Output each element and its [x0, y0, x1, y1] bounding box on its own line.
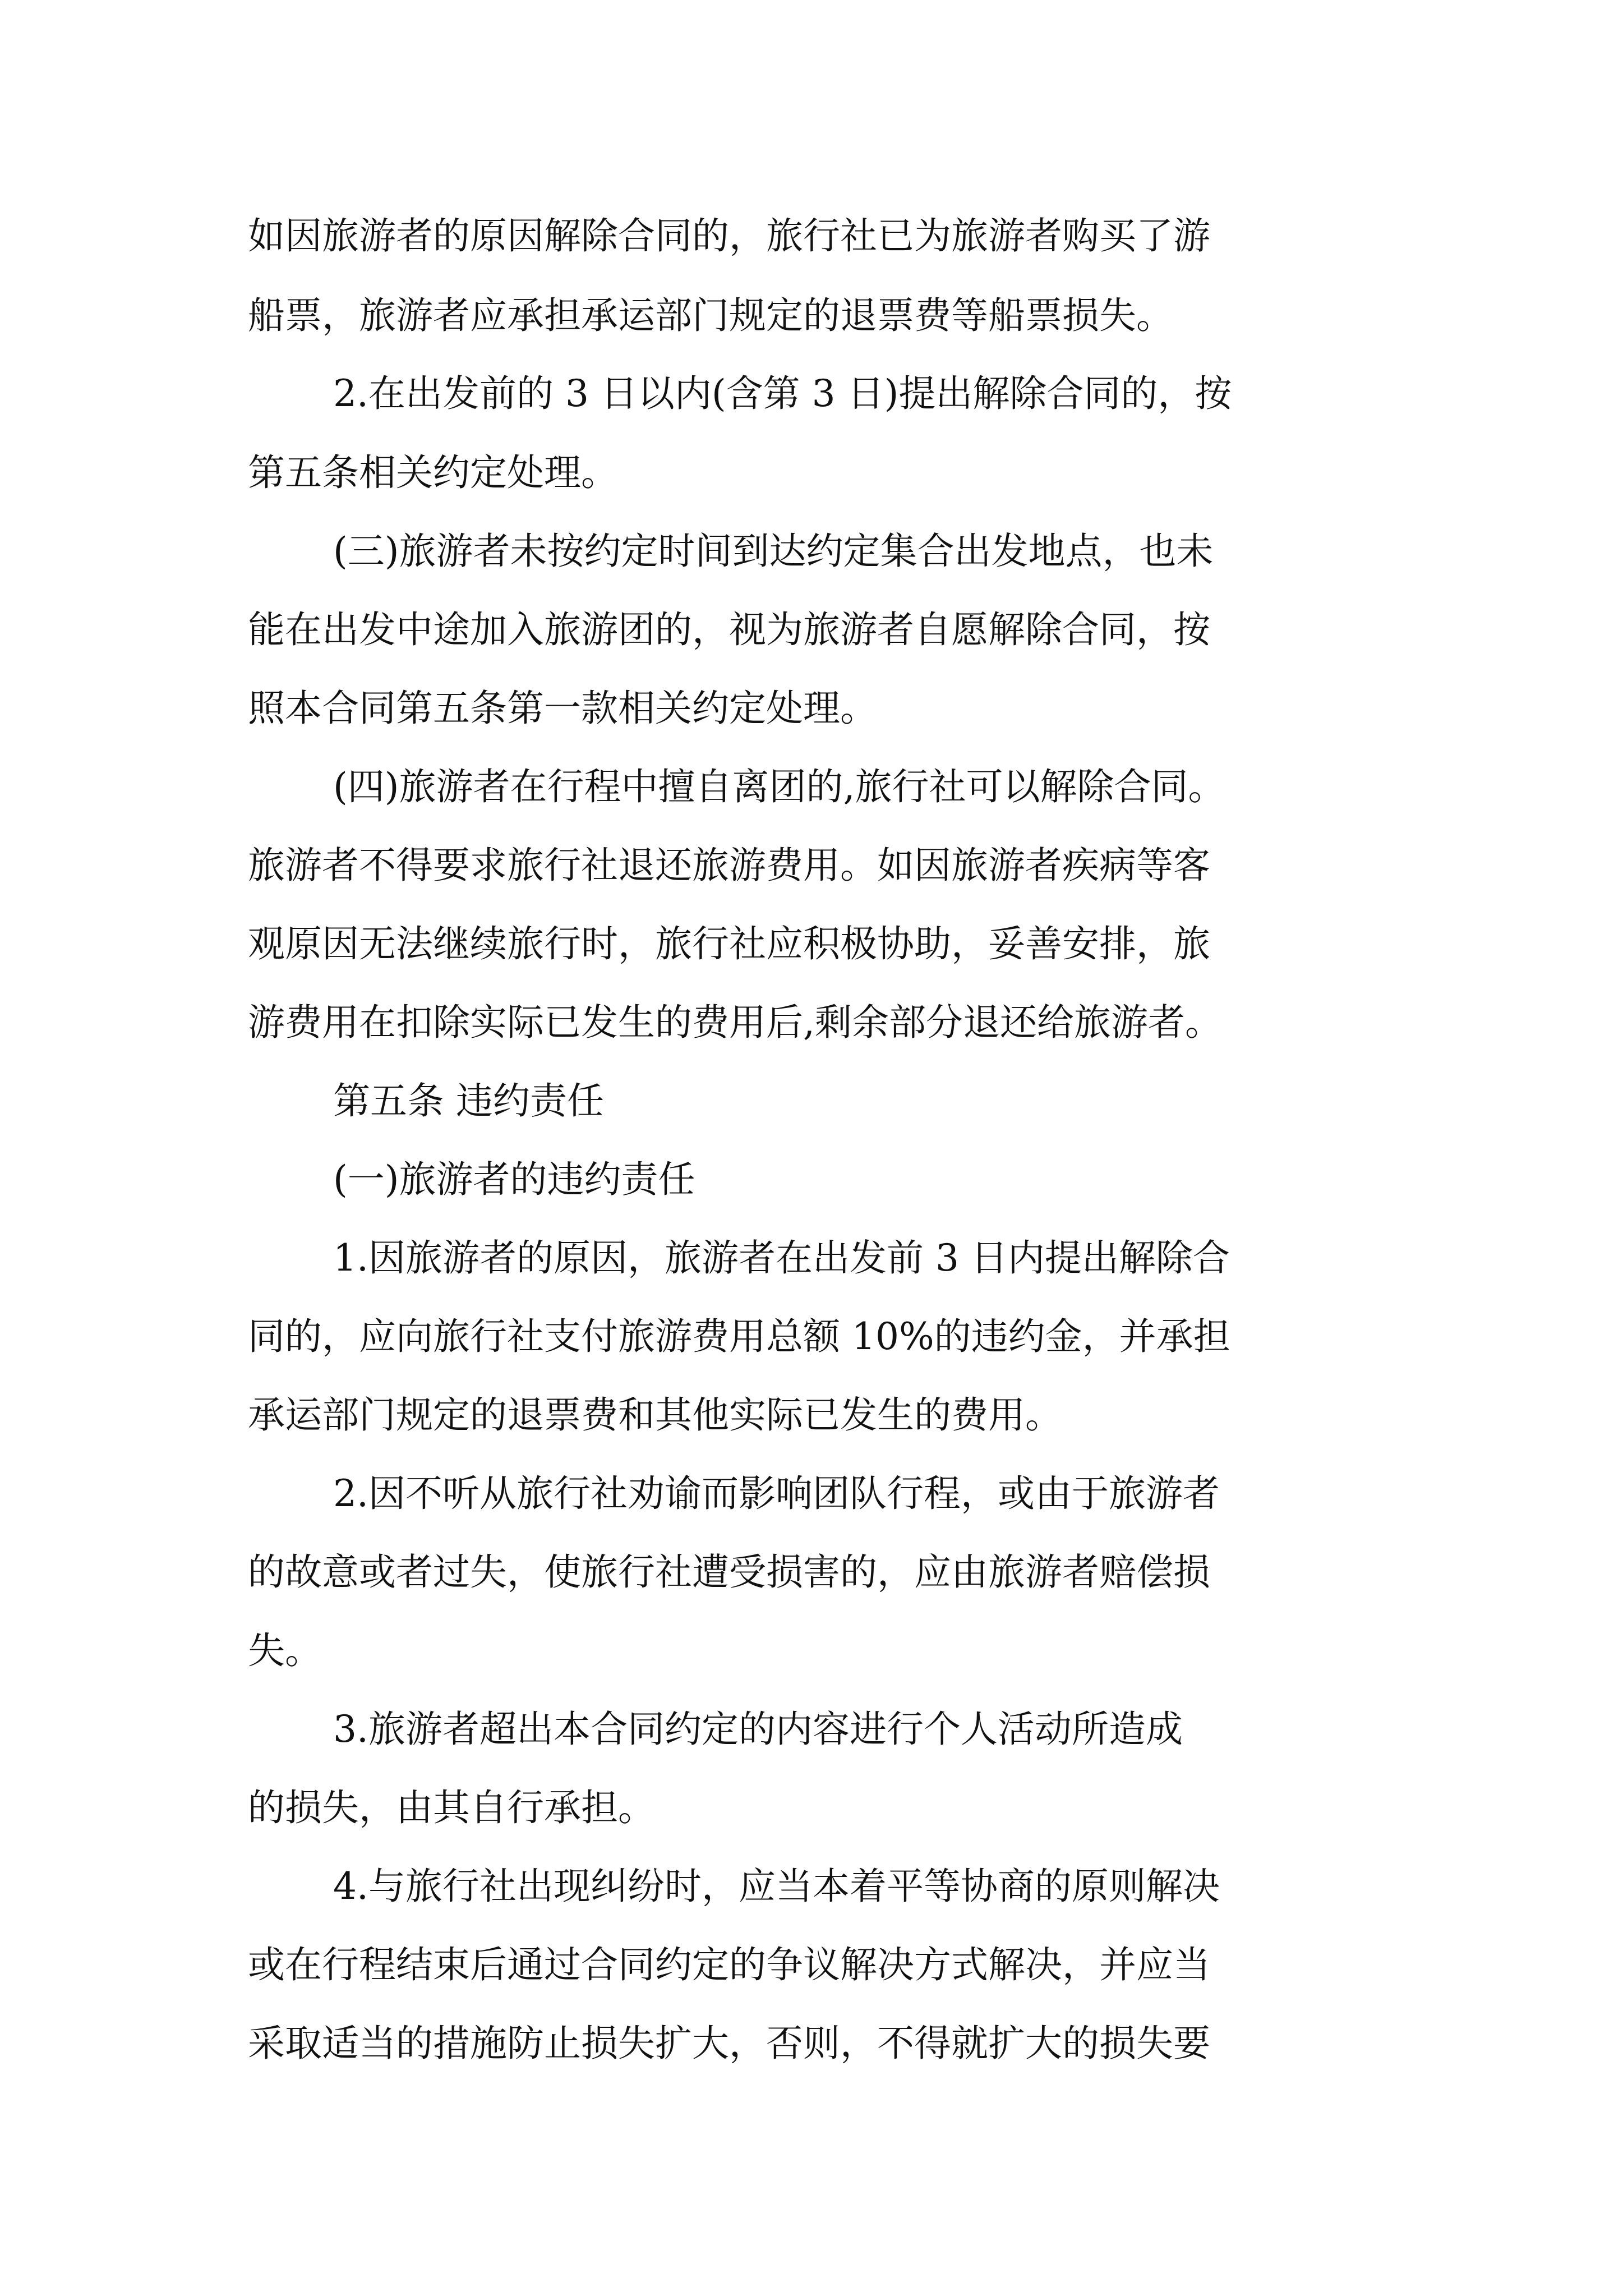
text-line — [0, 2022, 1623, 2065]
section-heading — [0, 1079, 1623, 1122]
text-line-content: 1.因旅游者的原因，旅游者在出发前 3 日内提出解除合 — [333, 1236, 1230, 1280]
text-line — [0, 372, 1623, 415]
text-line-content: (一)旅游者的违约责任 — [333, 1158, 695, 1201]
text-line — [0, 1865, 1623, 1908]
text-line — [0, 294, 1623, 337]
text-line-content: 2.在出发前的 3 日以内(含第 3 日)提出解除合同的，按 — [333, 372, 1232, 415]
text-line-content: 船票，旅游者应承担承运部门规定的退票费等船票损失。 — [248, 294, 1173, 337]
text-line — [0, 608, 1623, 651]
text-line-content: 旅游者不得要求旅行社退还旅游费用。如因旅游者疾病等客 — [248, 844, 1210, 887]
text-line-content: 如因旅游者的原因解除合同的，旅行社已为旅游者购买了游 — [248, 214, 1210, 257]
text-line — [0, 1943, 1623, 1986]
text-line — [0, 765, 1623, 808]
text-line-content: (四)旅游者在行程中擅自离团的,旅行社可以解除合同。 — [333, 765, 1225, 808]
text-line — [0, 844, 1623, 887]
text-line-content: 第五条相关约定处理。 — [248, 451, 618, 494]
text-line-content: 4.与旅行社出现纠纷时，应当本着平等协商的原则解决 — [333, 1865, 1220, 1908]
text-line — [0, 214, 1623, 257]
text-line — [0, 451, 1623, 494]
text-line-content: 失。 — [248, 1629, 322, 1672]
text-line-content: 照本合同第五条第一款相关约定处理。 — [248, 687, 877, 730]
text-line — [0, 1315, 1623, 1358]
text-line — [0, 1708, 1623, 1751]
text-line-content: 第五条 违约责任 — [333, 1079, 604, 1122]
text-line — [0, 1393, 1623, 1437]
text-line — [0, 530, 1623, 573]
text-line-content: (三)旅游者未按约定时间到达约定集合出发地点，也未 — [333, 530, 1214, 573]
text-line-content: 采取适当的措施防止损失扩大，否则，不得就扩大的损失要 — [248, 2022, 1210, 2065]
text-line-content: 观原因无法继续旅行时，旅行社应积极协助，妥善安排，旅 — [248, 922, 1210, 965]
text-line — [0, 1550, 1623, 1594]
subsection-heading — [0, 1158, 1623, 1201]
text-line — [0, 1786, 1623, 1829]
text-line-content: 的损失，由其自行承担。 — [248, 1786, 655, 1829]
text-line — [0, 1001, 1623, 1044]
text-line-content: 或在行程结束后通过合同约定的争议解决方式解决，并应当 — [248, 1943, 1210, 1986]
text-line — [0, 922, 1623, 965]
text-line-content: 游费用在扣除实际已发生的费用后,剩余部分退还给旅游者。 — [248, 1001, 1222, 1044]
text-line — [0, 1629, 1623, 1672]
text-line-content: 同的，应向旅行社支付旅游费用总额 10%的违约金，并承担 — [248, 1315, 1230, 1358]
text-line — [0, 1236, 1623, 1280]
text-line-content: 承运部门规定的退票费和其他实际已发生的费用。 — [248, 1393, 1062, 1437]
text-line — [0, 1472, 1623, 1515]
text-line-content: 2.因不听从旅行社劝谕而影响团队行程，或由于旅游者 — [333, 1472, 1220, 1515]
text-line-content: 的故意或者过失，使旅行社遭受损害的，应由旅游者赔偿损 — [248, 1550, 1210, 1594]
text-line-content: 3.旅游者超出本合同约定的内容进行个人活动所造成 — [333, 1708, 1183, 1751]
text-line — [0, 687, 1623, 730]
text-line-content: 能在出发中途加入旅游团的，视为旅游者自愿解除合同，按 — [248, 608, 1210, 651]
